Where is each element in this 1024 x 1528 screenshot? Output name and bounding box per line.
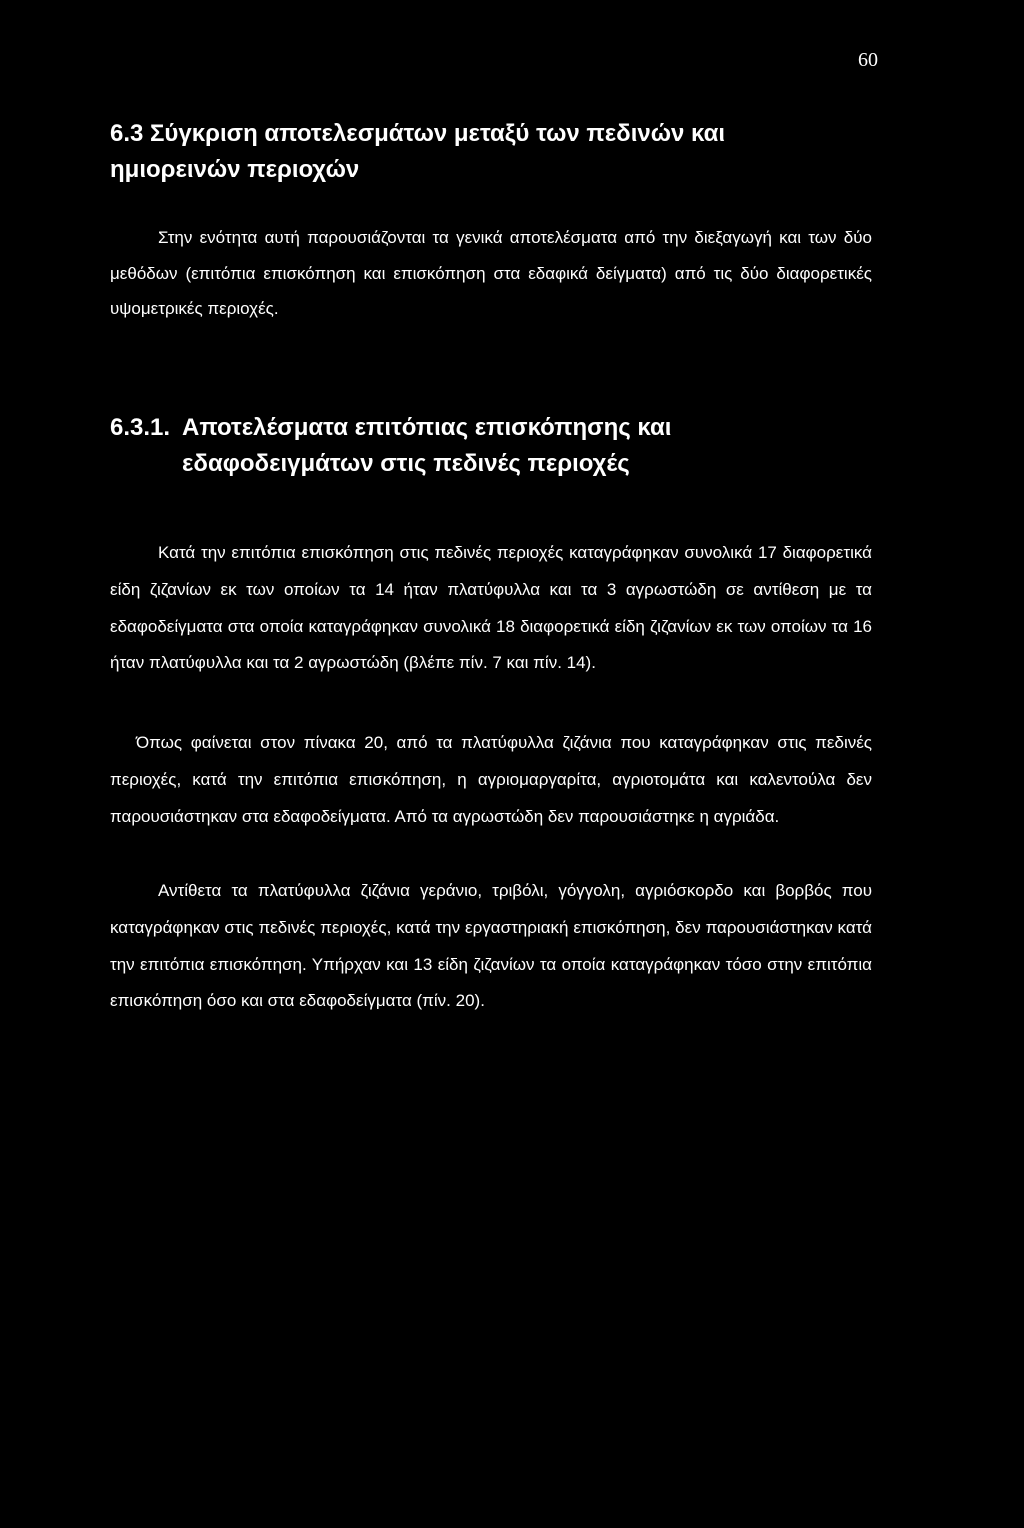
section-heading-line-1: 6.3 Σύγκριση αποτελεσμάτων μεταξύ των πεδινών και xyxy=(110,120,726,147)
section-heading-line-2: ημιορεινών περιοχών xyxy=(110,156,360,183)
body-paragraph-2: Όπως φαίνεται στον πίνακα 20, από τα πλατύφυλλα ζιζάνια που καταγράφηκαν στις πεδινές περιοχές, κατά την επιτόπια επισκόπηση, η αγριομαργαρίτα, αγριοτομάτα και καλεντούλα δεν παρουσιάστηκαν στα εδαφοδείγματα. Από τα αγρωστώδη δεν παρουσιάστηκε η αγριάδα. xyxy=(110,733,872,826)
subsection-title-line-2: εδαφοδειγμάτων στις πεδινές περιοχές xyxy=(182,450,630,477)
page-number: 60 xyxy=(858,49,878,71)
subsection-heading xyxy=(110,410,890,482)
body-paragraph-3: Αντίθετα τα πλατύφυλλα ζιζάνια γεράνιο, τριβόλι, γόγγολη, αγριόσκορδο και βορβός που καταγράφηκαν στις πεδινές περιοχές, κατά την εργαστηριακή επισκόπηση, δεν παρουσιάστηκαν κατά την επιτόπια επισκόπηση. Υπήρχαν και 13 είδη ζιζανίων τα οποία καταγράφηκαν τόσο στην επιτόπια επισκόπηση όσο και στα εδαφοδείγματα (πίν. 20). xyxy=(110,881,872,1011)
body-paragraph-1: Κατά την επιτόπια επισκόπηση στις πεδινές περιοχές καταγράφηκαν συνολικά 17 διαφορετικά είδη ζιζανίων εκ των οποίων τα 14 ήταν πλατύφυλλα και τα 3 αγρωστώδη σε αντίθεση με τα εδαφοδείγματα στα οποία καταγράφηκαν συνολικά 18 διαφορετικά είδη ζιζανίων εκ των οποίων τα 16 ήταν πλατύφυλλα και τα 2 αγρωστώδη (βλέπε πίν. 7 και πίν. 14). xyxy=(110,543,872,673)
subsection-number: 6.3.1. xyxy=(110,414,171,441)
section-intro-paragraph: Στην ενότητα αυτή παρουσιάζονται τα γενικά αποτελέσματα από την διεξαγωγή και των δύο μεθόδων (επιτόπια επισκόπηση και επισκόπηση στα εδαφικά δείγματα) από τις δύο διαφορετικές υψομετρικές περιοχές. xyxy=(110,228,872,318)
subsection-title-line-1: Αποτελέσματα επιτόπιας επισκόπησης και xyxy=(182,414,672,441)
section-heading xyxy=(110,116,890,188)
